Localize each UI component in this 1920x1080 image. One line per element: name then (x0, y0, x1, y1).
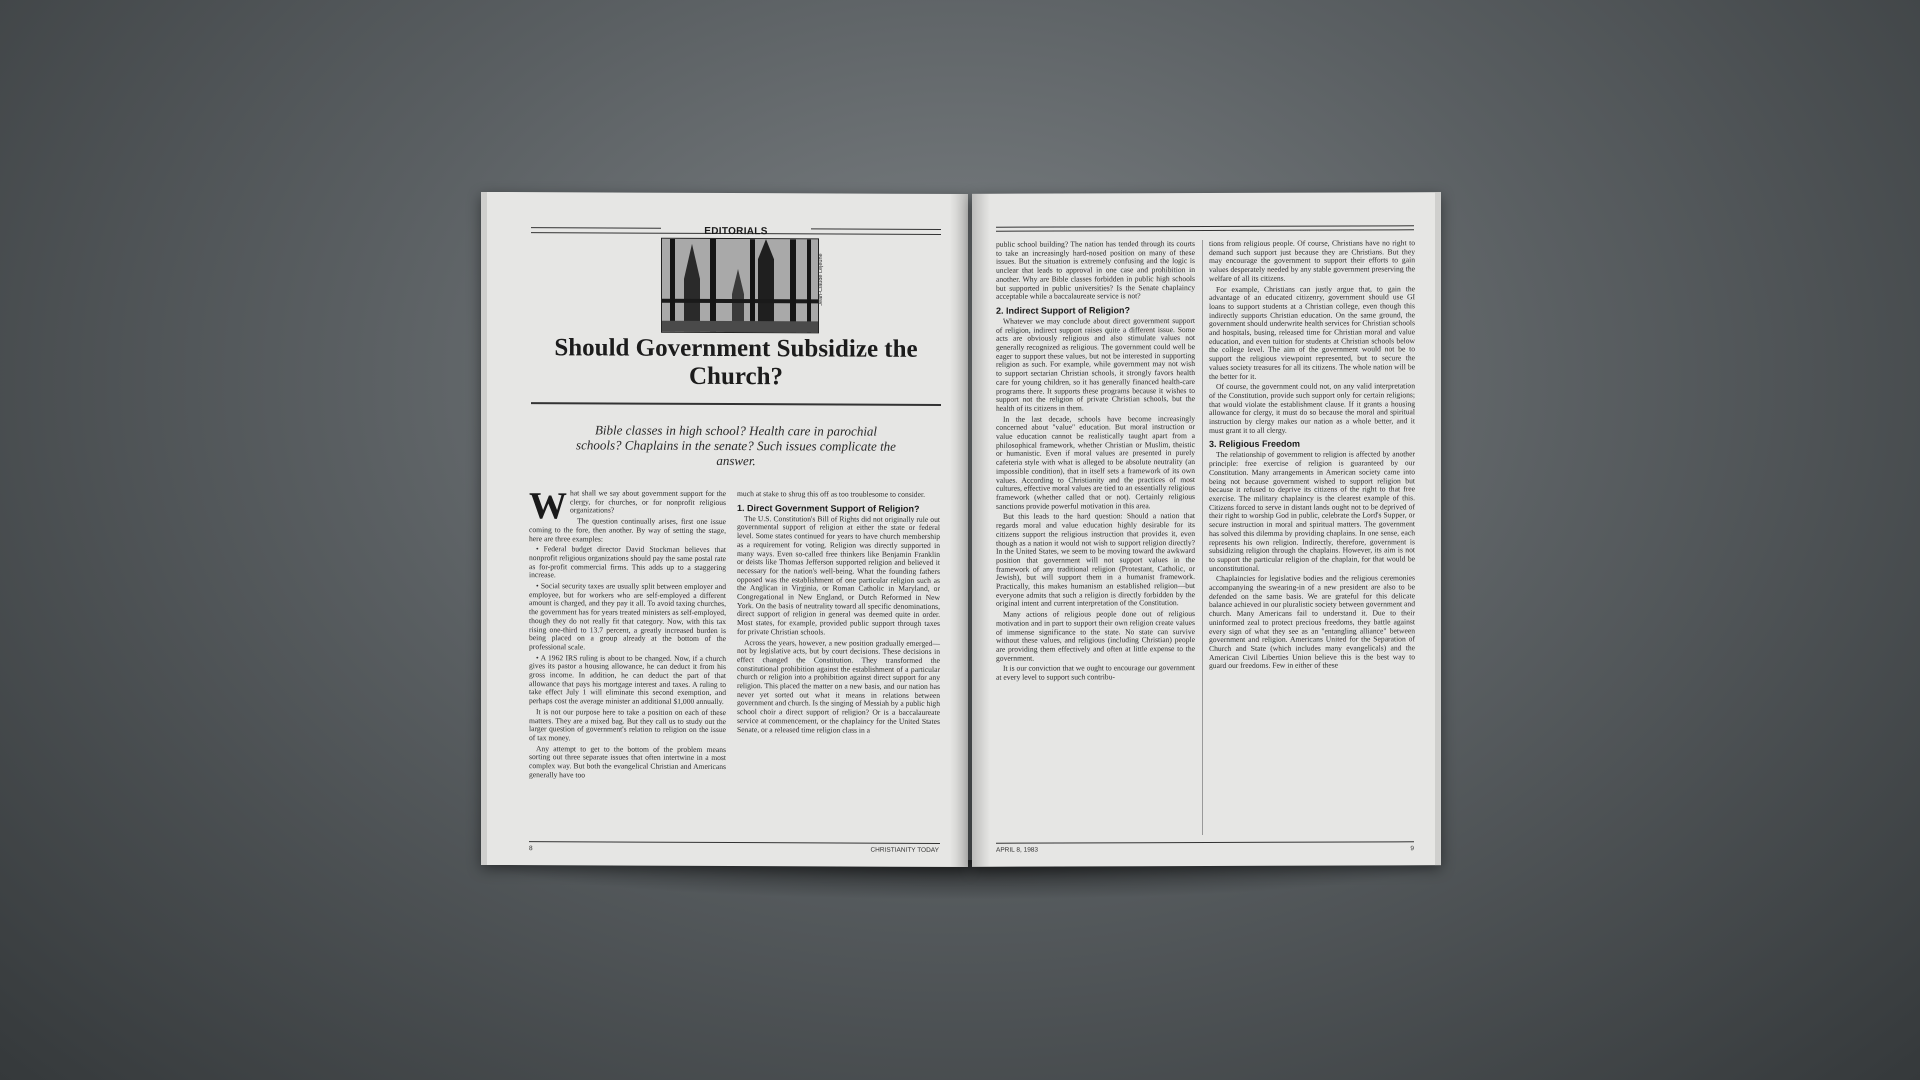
page-number: 8 (529, 845, 533, 853)
paragraph: Any attempt to get to the bottom of the problem means sorting out three separate issues that often intertwine in a most complex way. But both the evangelical Christian and Americans generally have too (529, 743, 726, 780)
headline: Should Government Subsidize the Church? (554, 334, 918, 391)
paragraph: In the last decade, schools have become increasingly concerned about "value" education. But moral instruction or value education cannot be realistically taught apart from a philosophical framework, whether Christian or Muslim, theistic or humanistic. Even if moral values are presented in purely cafeteria style with what is alleged to be absolute neutrality (an impossible condition), that in itself sets a framework of its own values. According to Christianity and the practices of most cultures, effective moral values are tied to an essentially religious framework (whether called that or not). Certainly religious sanctions provide powerful motivation in this area. (996, 413, 1195, 511)
paragraph: tions from religious people. Of course, Christians have no right to demand such support just because they are Christians. But they may encourage the government to support their efforts to gain values desperately needed by any stable government preserving the welfare of all its citizens. (1209, 238, 1415, 283)
cathedral-illustration (662, 239, 818, 333)
paragraph: hat shall we say about government support for the clergy, for churches, or for nonprofit religious organizations? (570, 488, 726, 515)
drop-cap: W (529, 485, 567, 528)
footer-rule (529, 841, 940, 844)
section-label: EDITORIALS (704, 225, 768, 238)
footer-rule (996, 841, 1414, 843)
paragraph: The relationship of government to religion is affected by another principle: free exercise of religion is guaranteed by our Constitution. Many arrangements in American society came into being not because government wished to support religion but because it refused to deprive its citizens of the right to that free exercise. The military chaplaincy is the clearest example of this. Citizens forced to serve in distant lands ought not to be deprived of their right to worship God in public, celebrate the Lord's Supper, or secure instruction in moral and spiritual matters. The government has solved this dilemma by providing chaplains. In one sense, each represents his own religion. Indirectly, therefore, government is subsidizing religion through the chaplains. However, its aim is not to support the particular religion of the chaplain, for that would be unconstitutional. (1209, 449, 1415, 573)
photo-credit: Jean-Claude Lejeune (818, 253, 824, 306)
paragraph: Of course, the government could not, on any valid interpretation of the Constitution, provide such support only for certain religions; that would violate the establishment clause. If it grants a housing allowance for clergy, it must do so because the moral and spiritual instruction by clergy makes our nation as a whole better, and it must grant it to all clergy. (1209, 381, 1415, 435)
paragraph: public school building? The nation has tended through its courts to take an increasingly hard-nosed position on many of these issues. But the situation is extremely confusing and the logic is unclear that leads to approval in one case and prohibition in another. Why are Bible classes forbidden in public high schools but supported in public universities? Is the Senate chaplaincy acceptable while a baccalaureate service is not? (996, 239, 1195, 301)
section-heading: 2. Indirect Support of Religion? (996, 305, 1130, 316)
paragraph: • Social security taxes are usually split between employer and employee, but for workers who are self-employed a different amount is charged, and they pay it all. To avoid taxing churches, the government has for years treated ministers as self-employed, though they do not really fit that category. Now, with this tax rising one-third to 13.7 percent, a greatly increased burden is being placed on a group already at the bottom of the professional scale. (529, 581, 726, 652)
paragraph: • A 1962 IRS ruling is about to be changed. Now, if a church gives its pastor a housing allowance, he can deduct it from his gross income. In addition, he can deduct the part of that allowance that pays his mortgage interest and taxes. A ruling to take effect July 1 will eliminate this second exemption, and perhaps cost the average minister an additional $1,000 annually. (529, 652, 726, 707)
paragraph: The question continually arises, first one issue coming to the fore, then another. By way of setting the stage, here are three examples: (529, 516, 726, 543)
header-rule (996, 229, 1414, 231)
paragraph: Chaplaincies for legislative bodies and the religious ceremonies accompanying the swearing-in of a new president are also to be defended on the same basis. We are grateful for this delicate balance achieved in our pluralistic society between government and church. Many Americans fail to understand it. Due to their uninformed zeal to protect precious freedoms, they battle against every sign of what they see as an "entangling alliance" between government and religion. Americans United for the Separation of Church and State (which includes many evangelicals) and the American Civil Liberties Union believe this is the best way to guard our freedoms. Few in either of these (1209, 573, 1415, 671)
article-column-1 (529, 485, 726, 835)
paragraph: Many actions of religious people done out of religious motivation and in part to support their own religion create values of immense significance to the state. No state can survive without these values, and religious (including Christian) people are providing them effectively and often at little expense to the government. (996, 609, 1195, 663)
paragraph: Across the years, however, a new position gradually emerged—not by legislative acts, but by court decisions. These decisions in effect changed the Constitution. They transformed the constitutional prohibition against the establishment of a particular church or religion into a prohibition against direct support for any religion. This placed the matter on a new basis, and our nation has never yet sorted out what it means in relations between government and church. Is the singing of Messiah by a public high school choir a direct support of religion? Or is a baccalaureate service at commencement, or the chaplaincy for the United States Senate, or a released time religion class in a (737, 637, 940, 735)
cathedral-photo (661, 238, 819, 334)
paragraph: For example, Christians can justly argue that, to gain the advantage of an educated citizenry, government should use GI loans to support students at a Christian college, even though this indirectly supports Christian education. On the same ground, the government should underwrite health services for Christian schools and hospitals, busing, released time for Christian moral and value education, and even tuition for students at Christian schools below the college level. The aim of the government would not be to support the religious viewpoint represented, but to secure the values society treasures for all its citizens. The whole nation will be the better for it. (1209, 283, 1415, 381)
paragraph: It is our conviction that we ought to encourage our government at every level to support such contribu- (996, 663, 1195, 682)
left-page (481, 192, 968, 867)
paragraph: • Federal budget director David Stockman believes that nonprofit religious organizations should pay the same postal rate as for-profit commercial firms. This adds up to a staggering increase. (529, 544, 726, 580)
headline-rule (531, 402, 941, 406)
column-divider (1202, 240, 1203, 835)
paragraph: The U.S. Constitution's Bill of Rights did not originally rule out governmental support of religion at either the state or federal level. Some states continued for years to have church membership as a requirement for voting. Religion was directly supported in many ways. Even so-called free thinkers like Benjamin Franklin or deists like Thomas Jefferson supported religion and believed it necessary for the nation's well-being. What the founding fathers opposed was the establishment of one particular religion such as the Anglican in Virginia, or Roman Catholic in Maryland, or Congregational in New England, or Dutch Reformed in New York. On the basis of neutrality toward all specific denominations, direct support of religion in general was deemed quite in order. Most states, for example, provided public support through taxes for private Christian schools. (737, 513, 940, 637)
page-edge (481, 192, 487, 865)
page-number: 9 (1410, 845, 1414, 853)
spine-shading (972, 194, 990, 867)
spine-shading (950, 194, 968, 867)
paragraph: It is not our purpose here to take a position on each of these matters. They are a mixed bag. But they call us to study out the larger question of government's relation to religion on the issue of tax money. (529, 707, 726, 743)
issue-date: APRIL 8, 1983 (996, 846, 1039, 854)
paragraph: much at stake to shrug this off as too troublesome to consider. (737, 489, 925, 499)
paragraph: But this leads to the hard question: Should a nation that regards moral and value education highly desirable for its citizens support the religious instruction that provides it, even though as a nation it would not wish to support religion directly? In the United States, we seem to be moving toward the awkward position that government will not support values in the framework of any traditional religion (Protestant, Catholic, or Jewish), but will support them in a humanist framework. Practically, this makes humanism an established religion—but everyone admits that such a religion is directly forbidden by the original intent and current interpretation of the Constitution. (996, 511, 1195, 609)
page-edge (1435, 192, 1441, 865)
article-column-3 (996, 240, 1195, 841)
paragraph: Whatever we may conclude about direct government support of religion, indirect support raises quite a different issue. Some acts are obviously religious and also stimulate values not generally recognized as religious. The government could well be eager to support these values, but not be interested in supporting religion as such. For example, while government may not wish to support sectarian Christian schools, it strongly favors health care for young children, so it has generally financed health-care programs there. It supports these programs because it wishes to support not the religion of private Christian schools, but the health of its citizens in them. (996, 315, 1195, 413)
magazine-name: CHRISTIANITY TODAY (870, 846, 939, 854)
right-page (972, 192, 1441, 867)
section-heading: 1. Direct Government Support of Religion? (737, 502, 920, 514)
deck: Bible classes in high school? Health care in parochial schools? Chaplains in the senate? Such issues complicate the answer. (576, 422, 896, 469)
header-rule (996, 225, 1414, 227)
article-column-2 (737, 490, 940, 836)
article-column-4 (1209, 239, 1415, 840)
section-heading: 3. Religious Freedom (1209, 439, 1301, 450)
